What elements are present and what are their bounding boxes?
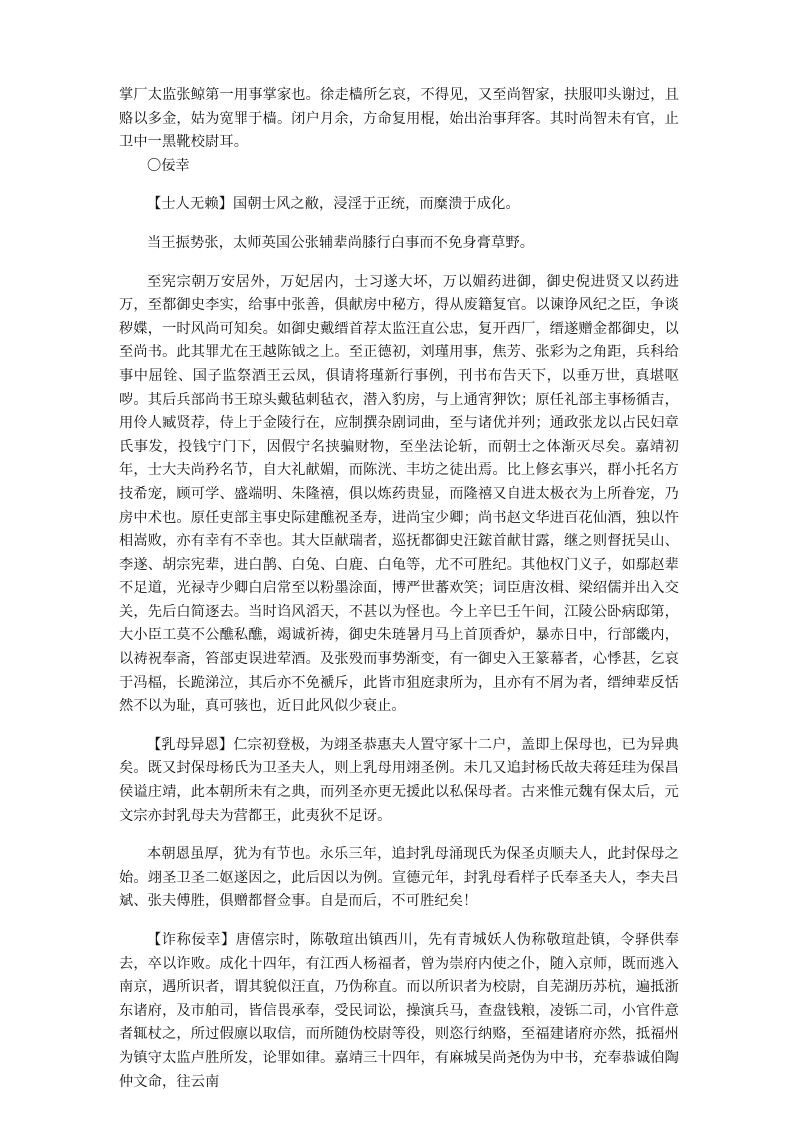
section-heading <box>119 155 679 179</box>
paragraph-text: 国朝士风之敝，浸淫于正统，而糜溃于成化。 <box>233 196 520 213</box>
paragraph <box>119 843 679 914</box>
paragraph-text: 掌厂太监张鲸第一用事掌家也。徐走樯所乞哀，不得见，又至尚智家，扶服叩头谢过，且赂以多金，姑为宽罪于樯。闭户月余，方命复用棍，始出治事拜客。其时尚智未有官，止卫中一黑靴校尉耳。 <box>119 87 679 151</box>
paragraph-text: 当王振势张，太师英国公张辅辈尚膝行白事而不免身膏草野。 <box>147 234 535 251</box>
entry-title: 【乳母异恩】 <box>147 736 234 753</box>
paragraph-text: 唐僖宗时，陈敬瑄出镇西川，先有青城妖人伪称敬瑄赴镇，令驿供奉去，卒以诈败。成化十四年，有江西人杨福者，曾为崇府内使之仆，随入京师，既而逃入南京，遇所识者，谓其貌似汪直，乃伪称直。而以所识者为校尉，自芜湖历苏杭，遍抵浙东诸府，及市舶司，皆信畏承奉，受民词讼，操演兵马，查盘钱粮，凌铄二司，小官件意者辄杖之，所过假廪以取信，而所随伪校尉等役，则恣行纳赂，至福建诸府亦然，抵福州为镇守太监卢胜所发，论罪如律。嘉靖三十四年，有麻城吴尚尧伪为中书，充奉恭诚伯陶仲文命，往云南 <box>119 932 679 1090</box>
paragraph-entry <box>119 193 679 217</box>
paragraph <box>119 271 679 719</box>
document-page <box>119 84 679 1094</box>
entry-title: 【诈称佞幸】 <box>147 932 236 948</box>
paragraph-entry <box>119 929 679 1094</box>
paragraph-continuation <box>119 84 679 155</box>
paragraph-entry <box>119 734 679 828</box>
section-heading-text: 〇佞幸 <box>147 157 190 174</box>
paragraph <box>119 232 679 256</box>
entry-title: 【士人无赖】 <box>147 196 234 213</box>
paragraph-text: 本朝恩虽厚，犹为有节也。永乐三年，追封乳母涌现氏为保圣贞顺夫人，此封保母之始。翊圣卫圣二妪遂因之，此后因以为例。宣德元年，封乳母看样子氏奉圣夫人，李夫吕斌、张夫傅胜，俱赠都督佥事。自是而后，不可胜纪矣！ <box>119 846 679 910</box>
paragraph-text: 至宪宗朝万安居外，万妃居内，士习遂大坏，万以媚药进御，御史倪进贤又以药进万，至都御史李实，给事中张善，俱献房中秘方，得从废籍复官。以谏诤风纪之臣，争谈秽媟，一时风尚可知矣。如御史戴缙首荐太监汪直公忠，复开西厂，缙遂赠金都御史，以至尚书。此其罪尤在王越陈钺之上。至正德初，刘瑾用事，焦芳、张彩为之角距，兵科给事中屈铨、国子监祭酒王云凤，俱请将瑾新行事例，刊书布告天下，以垂万世，真堪呕哕。其后兵部尚书王琼头戴毡刺毡衣，潜入豹房，与上通宵狎饮；原任礼部主事杨循吉，用伶人臧贤荐，侍上于金陵行在，应制撰杂剧词曲，至与诸优并列；通政张龙以占民妇章氏事发，投钱宁门下，因假宁名挟骗财物，至坐法论斩，而朝士之体渐灭尽矣。嘉靖初年，士大夫尚矜名节，自大礼献媚，而陈洸、丰坊之徒出焉。比上修玄事兴，群小托名方技希宠，顾可学、盛端明、朱隆禧，俱以炼药贵显，而隆禧又自进太极衣为上所眷宠，乃房中术也。原任吏部主事史际建醮祝圣寿，进尚宝少卿；尚书赵文华进百花仙酒，独以忤相嵩败，亦有幸有不幸也。其大臣献瑞者，巡抚都御史汪鋐首献甘露，继之则督抚吴山、李遂、胡宗宪辈，进白鹊、白兔、白鹿、白龟等，尤不可胜纪。其他权门义子，如鄢赵辈不足道，光禄寺少卿白启常至以粉墨涂面，博严世蕃欢笑；词臣唐汝楫、梁绍儒并出入交关，先后白简逐去。当时诌风滔天，不甚以为怪也。今上辛巳壬午间，江陵公卧病邸第，大小臣工莫不公醮私醮，竭诚祈祷，御史朱琏暑月马上首顶香炉，暴赤日中，行部畿内，以祷祝奉斋，笞部吏误进荤酒。及张殁而事势渐变，有一御史入王篆幕者，心悸甚，乞哀于冯楅，长跪涕泣，其后亦不免褫斥，此皆市狙庭隶所为，且亦有不屑为者，缙绅辈反恬然不以为耻，真可骇也，近日此风似少衰止。 <box>119 273 679 715</box>
paragraph-text: 仁宗初登极，为翊圣恭惠夫人置守冢十二户，盖即上保母也，已为异典矣。既又封保母杨氏为卫圣夫人，则上乳母用翊圣例。未几又追封杨氏故夫蒋廷珪为保昌侯谥庄靖，此本朝所未有之典，而列圣亦更无援此以私保母者。古来惟元魏有保太后，元文宗亦封乳母夫为营都王，此夷狄不足讶。 <box>119 736 679 824</box>
